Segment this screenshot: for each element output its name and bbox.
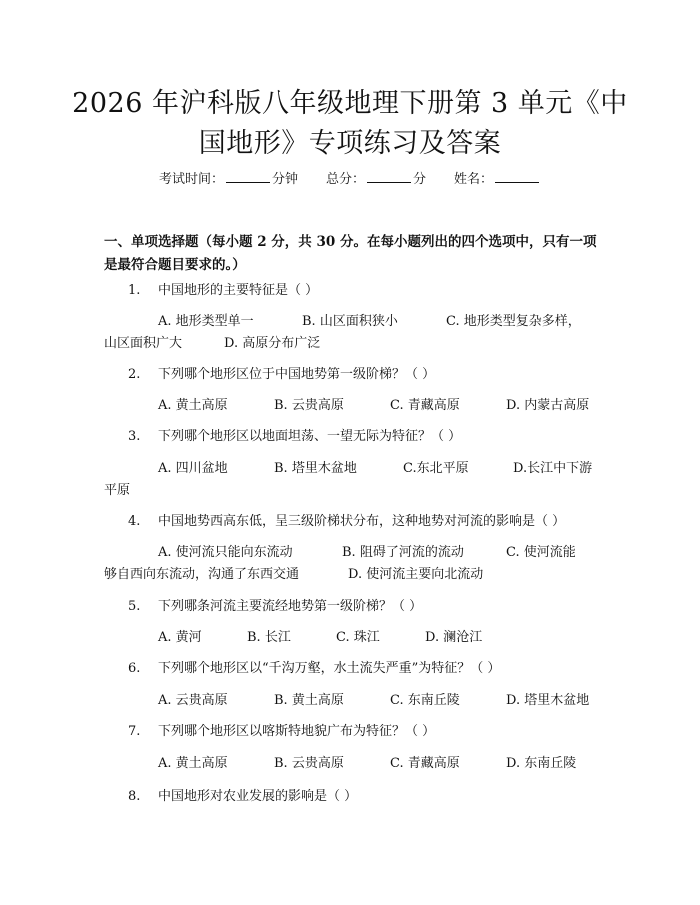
question-6 xyxy=(128,660,500,678)
option-b[interactable]: B. 云贵高原 xyxy=(274,756,344,771)
option-a[interactable]: A. 黄土高原 xyxy=(158,756,228,771)
score-unit: 分 xyxy=(413,172,427,187)
question-number: 3. xyxy=(128,429,141,444)
option-d-part1[interactable]: D.长江中下游 xyxy=(513,461,593,476)
question-1 xyxy=(128,282,318,300)
question-number: 6. xyxy=(128,661,141,676)
question-2-options xyxy=(104,395,604,417)
option-a[interactable]: A. 使河流只能向东流动 xyxy=(158,545,293,560)
time-unit: 分钟 xyxy=(271,172,298,187)
option-a[interactable]: A. 地形类型单一 xyxy=(158,314,254,329)
option-c[interactable]: C.东北平原 xyxy=(403,461,469,476)
question-3 xyxy=(128,428,461,446)
title-line-2: 国地形》专项练习及答案 xyxy=(198,128,502,159)
question-number: 1. xyxy=(128,283,141,298)
option-d[interactable]: D. 塔里木盆地 xyxy=(506,693,590,708)
question-number: 4. xyxy=(128,514,141,529)
option-b[interactable]: B. 山区面积狭小 xyxy=(302,314,398,329)
name-blank[interactable] xyxy=(495,170,539,183)
question-4 xyxy=(128,513,565,531)
question-6-options xyxy=(104,690,604,712)
question-number: 2. xyxy=(128,367,141,382)
section-heading: 一、单项选择题（每小题 2 分，共 30 分。在每小题列出的四个选项中，只有一项是最符合题目要求的。） xyxy=(104,234,597,273)
name-label: 姓名： xyxy=(454,172,494,187)
document-title xyxy=(70,84,630,164)
question-7-options xyxy=(104,753,604,775)
option-a[interactable]: A. 四川盆地 xyxy=(158,461,228,476)
question-stem: 中国地形的主要特征是（ ） xyxy=(158,283,319,298)
question-3-options xyxy=(104,458,604,502)
option-c[interactable]: C. 珠江 xyxy=(336,630,380,645)
time-label: 考试时间： xyxy=(158,172,224,187)
title-line-1: 2026 年沪科版八年级地理下册第 3 单元《中 xyxy=(72,88,628,119)
option-a[interactable]: A. 黄河 xyxy=(158,630,202,645)
option-d[interactable]: D. 澜沧江 xyxy=(425,630,483,645)
option-b[interactable]: B. 长江 xyxy=(247,630,291,645)
question-stem: 下列哪个地形区位于中国地势第一级阶梯？（ ） xyxy=(158,367,436,382)
question-stem: 下列哪个地形区以“千沟万壑，水土流失严重”为特征？（ ） xyxy=(158,661,501,676)
option-c[interactable]: C. 东南丘陵 xyxy=(390,693,460,708)
question-stem: 中国地势西高东低，呈三级阶梯状分布，这种地势对河流的影响是（ ） xyxy=(158,514,566,529)
option-c[interactable]: C. 青藏高原 xyxy=(390,756,460,771)
question-number: 8. xyxy=(128,789,141,804)
time-blank[interactable] xyxy=(226,170,270,183)
option-b[interactable]: B. 黄土高原 xyxy=(274,693,344,708)
option-a[interactable]: A. 黄土高原 xyxy=(158,398,228,413)
question-1-options xyxy=(104,311,604,355)
question-5 xyxy=(128,598,422,616)
option-c[interactable]: C. 青藏高原 xyxy=(390,398,460,413)
option-d[interactable]: D. 内蒙古高原 xyxy=(506,398,590,413)
option-d[interactable]: D. 高原分布广泛 xyxy=(224,336,321,351)
question-stem: 下列哪个地形区以喀斯特地貌广布为特征？（ ） xyxy=(158,724,436,739)
option-c-part1[interactable]: C. 使河流能 xyxy=(506,545,576,560)
question-7 xyxy=(128,723,435,741)
question-8 xyxy=(128,788,357,806)
option-d[interactable]: D. 东南丘陵 xyxy=(506,756,577,771)
question-stem: 下列哪个地形区以地面坦荡、一望无际为特征？（ ） xyxy=(158,429,462,444)
option-b[interactable]: B. 云贵高原 xyxy=(274,398,344,413)
question-5-options xyxy=(104,627,604,649)
option-d[interactable]: D. 使河流主要向北流动 xyxy=(348,567,484,582)
exam-meta xyxy=(0,170,700,189)
option-c-part1[interactable]: C. 地形类型复杂多样， xyxy=(446,314,581,329)
question-2 xyxy=(128,366,435,384)
option-b[interactable]: B. 塔里木盆地 xyxy=(274,461,357,476)
option-d-part2[interactable]: 平原 xyxy=(104,483,131,498)
option-b[interactable]: B. 阻碍了河流的流动 xyxy=(342,545,464,560)
question-number: 7. xyxy=(128,724,141,739)
score-blank[interactable] xyxy=(367,170,411,183)
option-a[interactable]: A. 云贵高原 xyxy=(158,693,228,708)
question-4-options xyxy=(104,542,604,586)
question-stem: 中国地形对农业发展的影响是（ ） xyxy=(158,789,358,804)
question-number: 5. xyxy=(128,599,141,614)
option-c-part2[interactable]: 够自西向东流动，沟通了东西交通 xyxy=(104,567,300,582)
question-stem: 下列哪条河流主要流经地势第一级阶梯？（ ） xyxy=(158,599,423,614)
option-c-part2[interactable]: 山区面积广大 xyxy=(104,336,183,351)
score-label: 总分： xyxy=(325,172,365,187)
